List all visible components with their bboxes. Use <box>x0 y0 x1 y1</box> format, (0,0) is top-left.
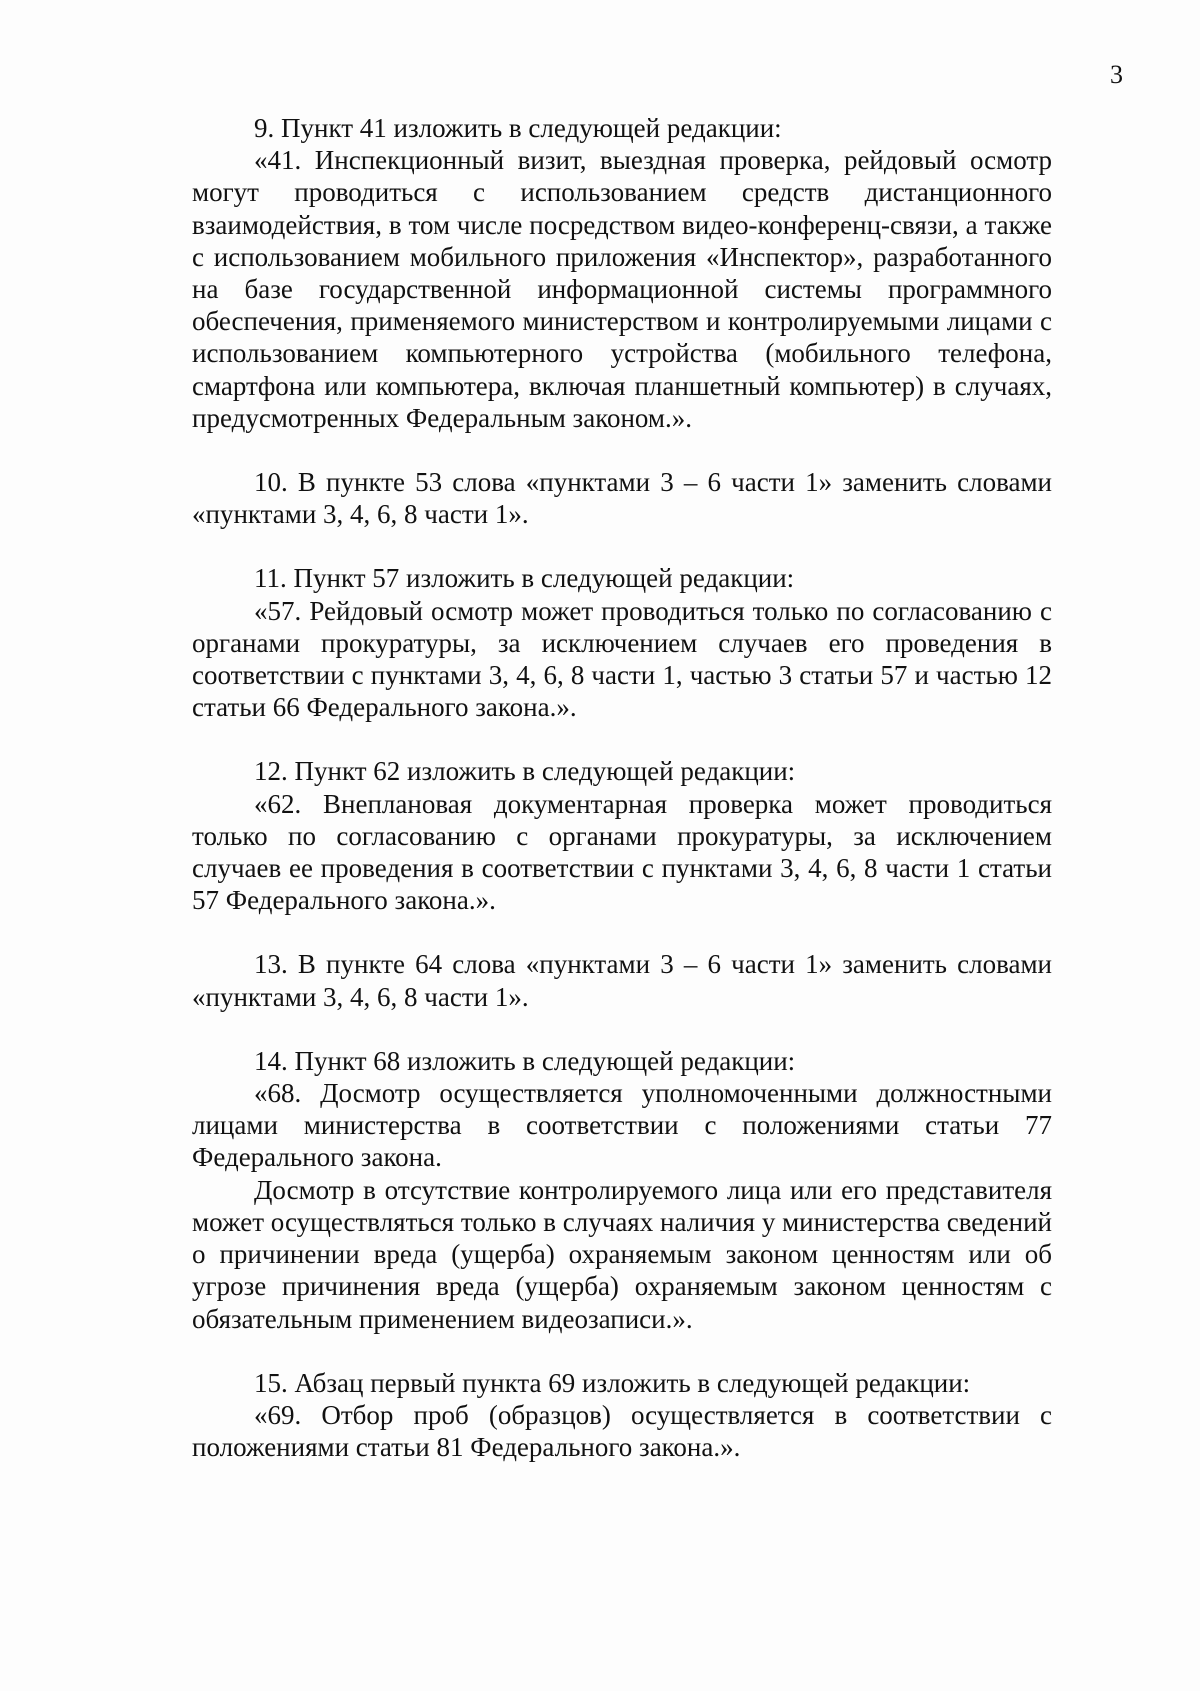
item-12-heading: 12. Пункт 62 изложить в следующей редакции: <box>254 756 796 787</box>
item-12-text: «62. Внеплановая документарная проверка может проводиться только по согласованию с органами прокуратуры, за исключением случаев ее проведения в соответствии с пунктами 3, 4, 6, 8 части 1 статьи 57 Федерального закона.». <box>192 788 1052 916</box>
item-11-heading: 11. Пункт 57 изложить в следующей редакции: <box>254 563 795 594</box>
item-9-text: «41. Инспекционный визит, выездная проверка, рейдовый осмотр могут проводиться с использованием средств дистанционного взаимодействия, в том числе посредством видео-конференц-связи, а также с использованием мобильного приложения «Инспектор», разработанного на базе государственной информационной системы программного обеспечения, применяемого министерством и контролируемыми лицами с использованием компьютерного устройства (мобильного телефона, смартфона или компьютера, включая планшетный компьютер) в случаях, предусмотренных Федеральным законом.». <box>192 145 1052 433</box>
item-13-text: 13. В пункте 64 слова «пунктами 3 – 6 части 1» заменить словами «пунктами 3, 4, 6, 8 части 1». <box>192 949 1052 1012</box>
item-15-text: «69. Отбор проб (образцов) осуществляется в соответствии с положениями статьи 81 Федерального закона.». <box>192 1399 1052 1463</box>
item-14-text-continued: Досмотр в отсутствие контролируемого лица или его представителя может осуществляться только в случаях наличия у министерства сведений о причинении вреда (ущерба) охраняемым законом ценностям или об угрозе причинения вреда (ущерба) охраняемым законом ценностям с обязательным применением видеозаписи.». <box>192 1174 1052 1334</box>
document-body <box>192 112 1052 1463</box>
item-14-heading: 14. Пункт 68 изложить в следующей редакции: <box>254 1045 796 1076</box>
item-11-text: «57. Рейдовый осмотр может проводиться только по согласованию с органами прокуратуры, за исключением случаев его проведения в соответствии с пунктами 3, 4, 6, 8 части 1, частью 3 статьи 57 и частью 12 статьи 66 Федерального закона.». <box>192 595 1052 723</box>
item-9-heading: 9. Пункт 41 изложить в следующей редакции: <box>254 113 782 143</box>
page-number: 3 <box>1110 60 1123 89</box>
item-10-text: 10. В пункте 53 слова «пунктами 3 – 6 части 1» заменить словами «пунктами 3, 4, 6, 8 части 1». <box>192 467 1052 530</box>
item-15-heading: 15. Абзац первый пункта 69 изложить в следующей редакции: <box>254 1367 971 1398</box>
item-14-text: «68. Досмотр осуществляется уполномоченными должностными лицами министерства в соответствии с положениями статьи 77 Федерального закона. <box>192 1078 1052 1173</box>
